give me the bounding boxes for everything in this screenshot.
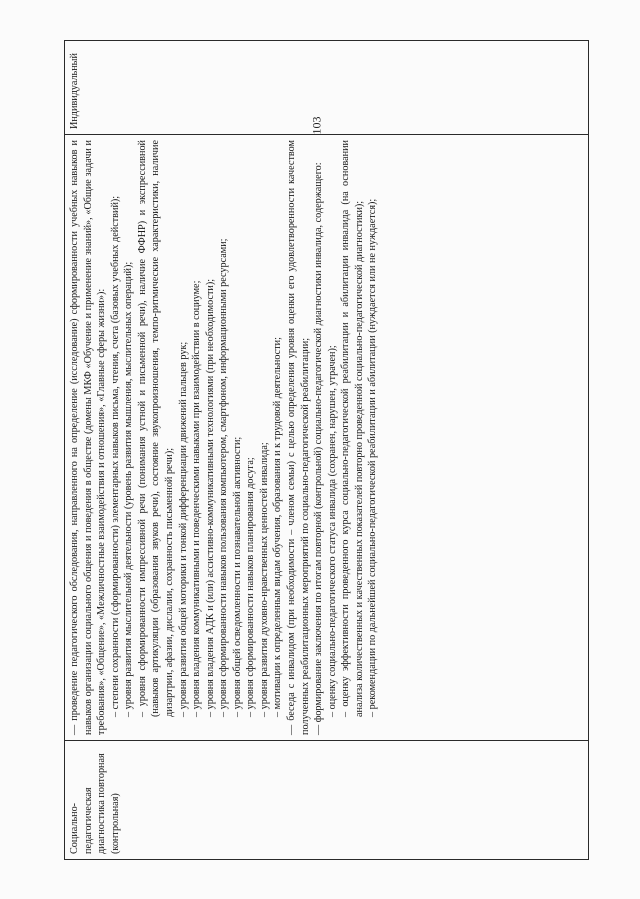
content-line: — беседа с инвалидом (при необходимости – членом семьи) с целью определения уровня оценки его удовлетворенности качеством полученных реабилитационных мероприятий по социально-педагогической реабилитации; (286, 140, 311, 735)
content-line: – уровня владения АДК и (или) ассистивно-коммуникативными технологиями (при необходимости); (204, 278, 216, 717)
content-line: – оценку социально-педагогического статуса инвалида (сохранен, нарушен, утрачен); (326, 345, 338, 717)
document-table-frame (64, 40, 589, 860)
content-line: – уровня развития общей моторики и тонкой дифференциации движений пальцев рук; (177, 341, 189, 717)
content-line: — формирование заключения по итогам повторной (контрольной) социально-педагогической диагностики инвалида, содержащего: (313, 162, 325, 735)
rotated-table-container (64, 40, 589, 860)
content-line: — проведение педагогического обследования, направленного на определение (исследование) сформированности учебных навыков и навыков организации социального общения и поведения в обществе (домены МКФ «Обучение и применение знаний», «Общие задачи и требования», «Общение», «Межличностные взаимодействия и отношения», «Главные сферы жизни»): (69, 140, 108, 735)
content-line: – уровня владения коммуникативными и поведенческими навыками при взаимодействии в социуме; (191, 280, 203, 717)
page-number-text: 103 (309, 116, 324, 135)
content-line: – уровня развития духовно-нравственных ценностей инвалида; (258, 442, 270, 717)
service-table (64, 40, 589, 860)
content-line: – уровня развития мыслительной деятельности (уровень развития мышления, мыслительных операций); (123, 261, 135, 717)
table-row (65, 41, 589, 860)
content-line: – уровня сформированности навыков планирования досуга; (245, 457, 257, 717)
content-line: – уровня сформированности импрессивной речи (понимания устной и письменной речи), наличие ФФНР) и экспрессивной (навыков артикуляции (образования звуков речи), состояние звукопроизношения, темпо-ритмические характеристики, наличие дизартрии, афазии, дислалии, сохранность письменной речи); (136, 140, 175, 717)
content-line: – оценку эффективности проведенного курса социально-педагогической реабилитации и абилитации инвалида (на основании анализа количественных и качественных показателей повторно проведенной социально-педагогической диагностики); (340, 140, 365, 717)
stage-cell: Социально-педагогическая диагностика повторная (контрольная) (65, 741, 589, 860)
content-line: – уровня сформированности навыков пользования компьютером, смартфоном, информационными ресурсами; (218, 238, 230, 717)
form-cell: Индивидуальный (65, 41, 589, 135)
content-line: – степени сохранности (сформированности) элементарных навыков письма, чтения, счета (базовых учебных действий); (109, 195, 121, 717)
content-line: – мотивации к определенным видам обучения, образования и к трудовой деятельности; (272, 337, 284, 717)
content-line: – уровня общей осведомленности и познавательной активности; (231, 436, 243, 717)
content-cell (65, 135, 589, 741)
content-line: – рекомендации по дальнейшей социально-педагогической реабилитации и абилитации (нуждается или не нуждается); (367, 198, 379, 717)
